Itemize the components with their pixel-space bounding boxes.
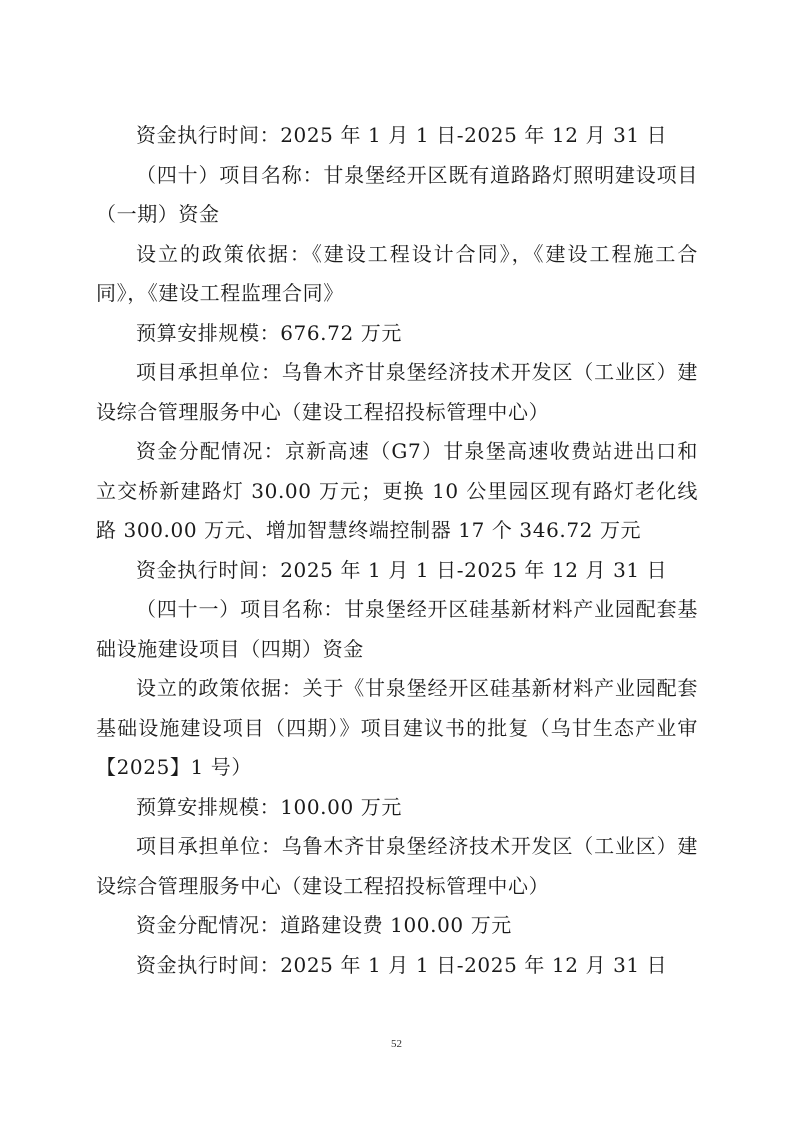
paragraph-project-40-allocation: 资金分配情况：京新高速（G7）甘泉堡高速收费站进出口和立交桥新建路灯 30.00 万元；更换 10 公里园区现有路灯老化线路 300.00 万元、增加智慧终端控制器 17 个 346.72 万元 (96, 439, 698, 542)
paragraph-project-41-name: （四十一）项目名称：甘泉堡经开区硅基新材料产业园配套基础设施建设项目（四期）资金 (96, 597, 698, 661)
paragraph-project-41-budget: 预算安排规模：100.00 万元 (136, 794, 402, 819)
paragraph-project-40-execution-time: 资金执行时间：2025 年 1 月 1 日-2025 年 12 月 31 日 (136, 557, 668, 582)
document-body (96, 116, 698, 985)
paragraph-project-40-name: （四十）项目名称：甘泉堡经开区既有道路路灯照明建设项目（一期）资金 (96, 162, 698, 226)
paragraph-project-40-unit: 项目承担单位：乌鲁木齐甘泉堡经济技术开发区（工业区）建设综合管理服务中心（建设工程招投标管理中心） (96, 360, 698, 424)
paragraph-project-40-budget: 预算安排规模：676.72 万元 (136, 320, 402, 345)
paragraph-project-40-policy: 设立的政策依据：《建设工程设计合同》，《建设工程施工合同》，《建设工程监理合同》 (96, 241, 698, 305)
paragraph-project-41-unit: 项目承担单位：乌鲁木齐甘泉堡经济技术开发区（工业区）建设综合管理服务中心（建设工程招投标管理中心） (96, 834, 698, 898)
paragraph-project-41-allocation: 资金分配情况：道路建设费 100.00 万元 (136, 913, 512, 937)
paragraph-project-41-policy: 设立的政策依据：关于《甘泉堡经开区硅基新材料产业园配套基础设施建设项目（四期）》项目建议书的批复（乌甘生态产业审【2025】1 号） (96, 676, 698, 779)
paragraph-project-41-execution-time: 资金执行时间：2025 年 1 月 1 日-2025 年 12 月 31 日 (136, 952, 668, 977)
paragraph-execution-time-1: 资金执行时间：2025 年 1 月 1 日-2025 年 12 月 31 日 (136, 123, 668, 147)
page-number: 52 (391, 1038, 402, 1050)
